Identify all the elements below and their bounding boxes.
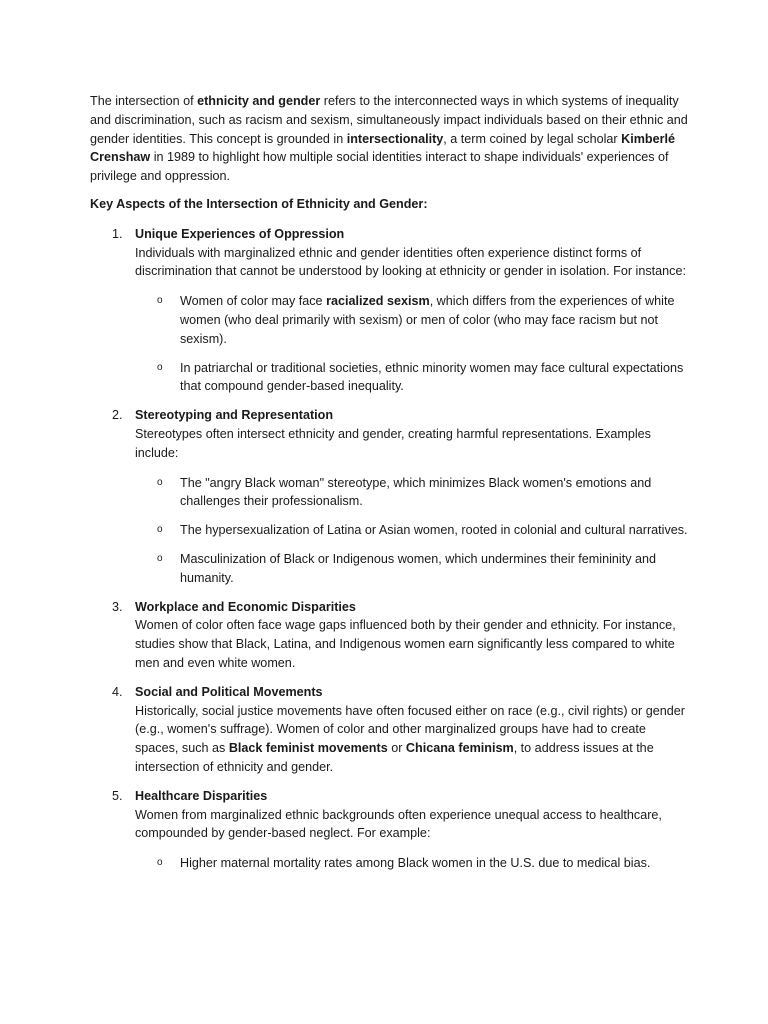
list-item-title: Workplace and Economic Disparities xyxy=(135,599,356,614)
sub-bullet-item xyxy=(135,474,690,512)
list-item-title: Stereotyping and Representation xyxy=(135,408,334,423)
sub-bullet-item xyxy=(135,292,690,348)
list-item-title: Unique Experiences of Oppression xyxy=(135,226,345,241)
list-item-text: Women from marginalized ethnic backgrounds often experience unequal access to healthcare, compounded by gender-based neglect. For example: xyxy=(135,807,662,841)
hollow-bullet-icon: o xyxy=(157,524,163,536)
sub-bullet-text: The "angry Black woman" stereotype, which minimizes Black women's emotions and challenges their professionalism. xyxy=(180,475,652,509)
sub-bullet-text: Masculinization of Black or Indigenous women, which undermines their femininity and humanity. xyxy=(180,551,657,585)
list-item xyxy=(90,598,690,673)
list-number: 4. xyxy=(112,684,123,699)
list-item-text: Women of color often face wage gaps influenced both by their gender and ethnicity. For instance, studies show that Black, Latina, and Indigenous women earn significantly less compared to white men and even white women. xyxy=(135,618,676,670)
sub-bullet-list xyxy=(135,854,690,873)
sub-bullet-text: , which differs from the experiences of white women (who deal primarily with sexism) or men of color (who may face racism but not sexism). xyxy=(180,294,675,346)
list-number: 1. xyxy=(112,226,123,241)
hollow-bullet-icon: o xyxy=(157,857,163,869)
list-number: 3. xyxy=(112,599,123,614)
list-item xyxy=(90,225,690,396)
hollow-bullet-icon: o xyxy=(157,476,163,488)
intro-bold-term: intersectionality xyxy=(346,131,444,146)
sub-bullet-item xyxy=(135,550,690,588)
list-item-bold-term: Black feminist movements xyxy=(228,741,388,756)
sub-bullet-item xyxy=(135,854,690,873)
intro-bold-term: ethnicity and gender xyxy=(197,94,321,108)
hollow-bullet-icon: o xyxy=(157,295,163,307)
list-item xyxy=(90,406,690,587)
sub-bullet-list xyxy=(135,292,690,396)
sub-bullet-text: In patriarchal or traditional societies, ethnic minority women may face cultural expectations that compound gender-based inequality. xyxy=(180,360,684,394)
intro-text: , a term coined by legal scholar xyxy=(443,131,622,146)
list-item-text-run: , to address issues at the intersection of ethnicity and gender. xyxy=(135,741,654,774)
sub-bullet-item xyxy=(135,521,690,540)
list-item xyxy=(90,787,690,873)
list-item-title: Social and Political Movements xyxy=(135,684,323,699)
sub-bullet-item xyxy=(135,359,690,397)
sub-bullet-text: The hypersexualization of Latina or Asian women, rooted in colonial and cultural narratives. xyxy=(180,523,688,538)
hollow-bullet-icon: o xyxy=(157,552,163,564)
intro-text: in 1989 to highlight how multiple social identities interact to shape individuals' experiences of privilege and oppression. xyxy=(90,150,669,184)
intro-text: refers to the interconnected ways in which systems of inequality and discrimination, such as racism and sexism, simultaneously impact individuals based on their ethnic and gender identities. This concept is grounded in xyxy=(90,94,688,146)
sub-bullet-list xyxy=(135,474,690,588)
sub-bullet-bold-term: racialized sexism xyxy=(326,294,430,309)
list-item-text-run: or xyxy=(387,741,406,756)
document-body xyxy=(90,92,690,883)
sub-bullet-text: Higher maternal mortality rates among Black women in the U.S. due to medical bias. xyxy=(180,856,651,871)
list-number: 5. xyxy=(112,788,123,803)
list-item-title: Healthcare Disparities xyxy=(135,788,268,803)
list-item-text: Individuals with marginalized ethnic and gender identities often experience distinct forms of discrimination that cannot be understood by looking at ethnicity or gender in isolation. For instance: xyxy=(135,245,686,279)
intro-paragraph xyxy=(90,92,690,186)
intro-bold-term: Kimberlé Crenshaw xyxy=(90,131,676,165)
list-item-bold-term: Chicana feminism xyxy=(405,741,514,756)
section-heading: Key Aspects of the Intersection of Ethnicity and Gender: xyxy=(90,196,428,211)
list-item-text: Stereotypes often intersect ethnicity and gender, creating harmful representations. Examples include: xyxy=(135,426,651,460)
intro-text: The intersection of xyxy=(90,94,198,108)
list-item-text xyxy=(135,702,690,777)
list-number: 2. xyxy=(112,408,123,423)
hollow-bullet-icon: o xyxy=(157,361,163,373)
list-item-text-run: Historically, social justice movements have often focused either on race (e.g., civil rights) or gender (e.g., women's suffrage). Women of color and other marginalized groups have had to create spaces, such as xyxy=(135,703,685,756)
list-item xyxy=(90,683,690,777)
sub-bullet-text: Women of color may face xyxy=(180,294,327,309)
